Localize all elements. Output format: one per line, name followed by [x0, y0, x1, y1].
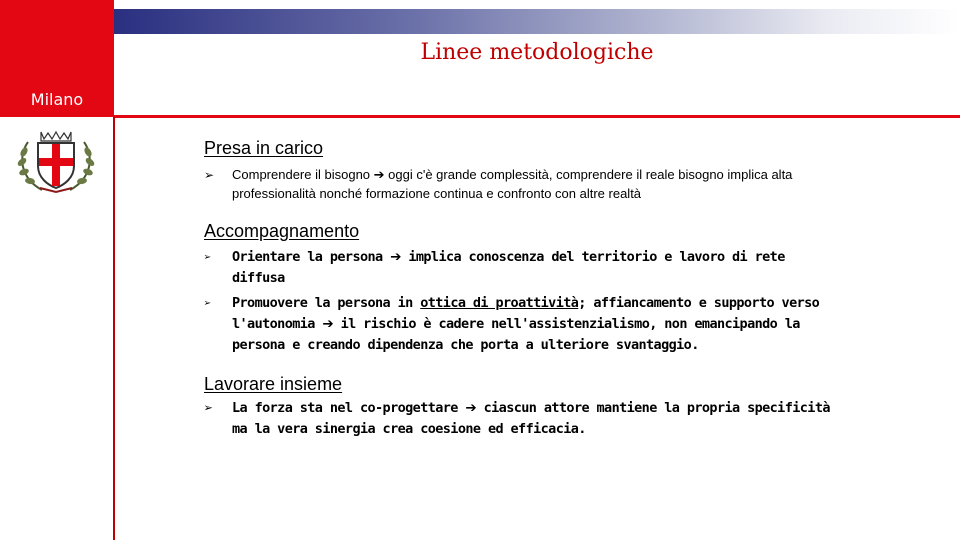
bullet-arrow-icon: ➢ [204, 250, 211, 264]
slide-content [204, 138, 844, 440]
section-heading-lavorare-insieme: Lavorare insieme [204, 374, 343, 394]
bullet-arrow-icon: ➢ [204, 168, 215, 182]
bullet-arrow-icon: ➢ [204, 296, 211, 310]
sidebar-divider [113, 117, 115, 540]
list-item: ➢ Comprendere il bisogno ➔ oggi c'è grande complessità, comprendere il reale bisogno implica alta professionalità nonché formazione continua e confronto con altre realtà [204, 167, 793, 201]
header-red-block [0, 0, 114, 117]
right-arrow-icon: ➔ [322, 316, 334, 332]
right-arrow-icon: ➔ [465, 400, 477, 416]
section-heading-presa-in-carico: Presa in carico [204, 138, 324, 158]
list-item: ➢ Promuovere la persona in ottica di proattività; affiancamento e supporto verso l'autonomia ➔ il rischio è cadere nell'assistenzialismo, non emancipando la persona e creando dipendenza che porta a ulteriore svantaggio. [204, 295, 820, 353]
underlined-phrase: ottica di proattività [420, 295, 579, 311]
list-item: ➢ La forza sta nel co-progettare ➔ ciascun attore mantiene la propria specificità ma la vera sinergia crea coesione ed efficacia. [204, 399, 830, 437]
city-label: Milano [30, 90, 84, 109]
header-divider [114, 115, 960, 118]
header-gradient-bar [114, 9, 960, 34]
section-heading-accompagnamento: Accompagnamento [204, 221, 360, 241]
right-arrow-icon: ➔ [373, 168, 385, 183]
slide-title: Linee metodologiche [420, 40, 654, 65]
list-item: ➢ Orientare la persona ➔ implica conoscenza del territorio e lavoro di rete diffusa [204, 249, 785, 286]
bullet-arrow-icon: ➢ [204, 399, 213, 417]
milan-coat-of-arms-icon [14, 128, 98, 196]
right-arrow-icon: ➔ [390, 249, 401, 265]
